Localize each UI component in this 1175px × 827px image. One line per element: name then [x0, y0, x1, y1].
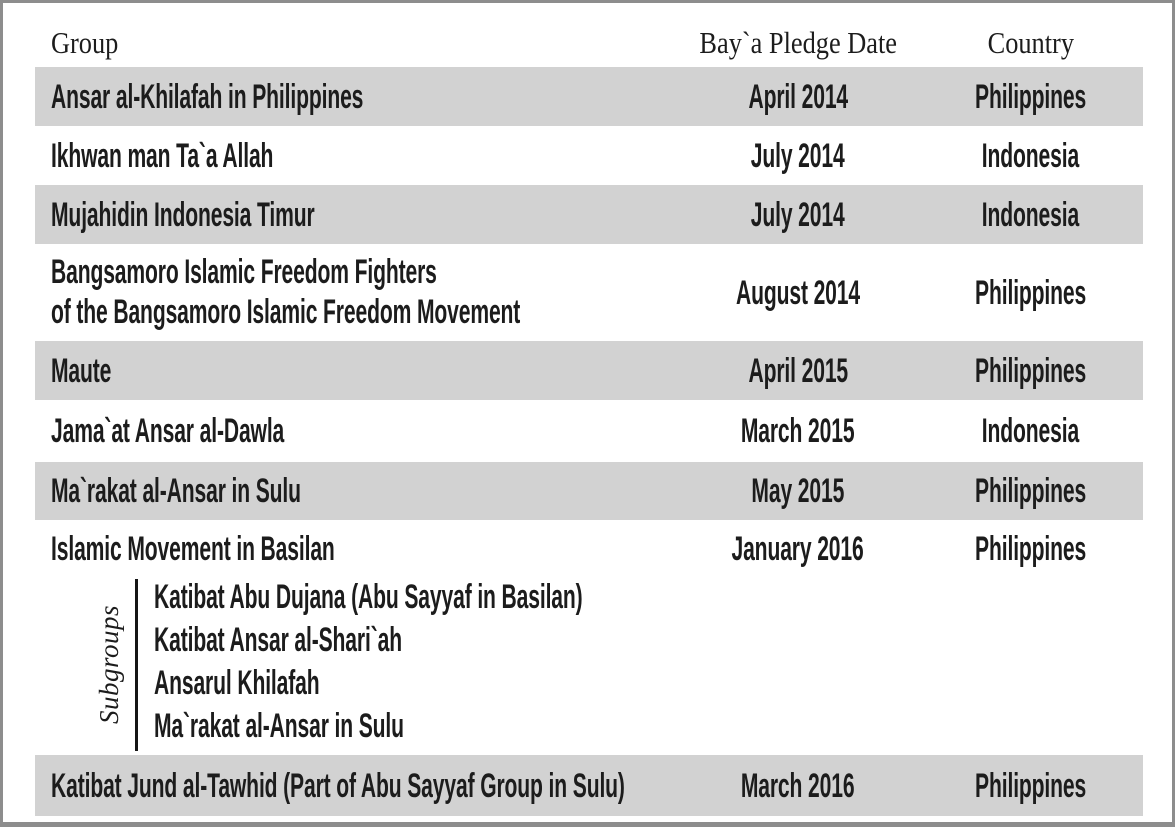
country-cell — [918, 471, 1143, 511]
group-cell — [35, 136, 678, 176]
subgroup-list — [138, 579, 845, 751]
pledge-date: March 2015 — [741, 412, 855, 450]
subgroup-item — [154, 622, 845, 665]
date-cell — [678, 77, 918, 117]
date-cell — [678, 766, 918, 806]
country-cell — [918, 77, 1143, 117]
subgroup-item — [154, 665, 845, 708]
country-cell — [918, 411, 1143, 451]
date-cell — [678, 351, 918, 391]
column-header-group: Group — [51, 25, 119, 60]
date-cell — [678, 273, 918, 313]
country: Philippines — [974, 77, 1087, 116]
date-cell — [678, 195, 918, 235]
group-cell — [35, 351, 678, 391]
pledge-date: April 2014 — [748, 77, 848, 116]
subgroup-name: Katibat Ansar al-Shari`ah — [154, 621, 402, 659]
pledge-date: July 2014 — [751, 136, 845, 175]
pledge-date: July 2014 — [751, 195, 845, 234]
group-name: Ma`rakat al-Ansar in Sulu — [51, 472, 301, 510]
country: Philippines — [974, 472, 1087, 510]
subgroups-rotated-label: Subgroups — [93, 605, 124, 725]
country: Indonesia — [981, 136, 1080, 175]
column-header-date-cell — [678, 26, 918, 60]
subgroup-name: Katibat Abu Dujana (Abu Sayyaf in Basilan) — [154, 578, 583, 616]
group-name: Ikhwan man Ta`a Allah — [51, 136, 274, 175]
group-cell — [35, 411, 678, 451]
country: Philippines — [974, 273, 1087, 312]
country: Indonesia — [981, 195, 1080, 234]
group-name: Mujahidin Indonesia Timur — [51, 195, 315, 234]
date-cell — [678, 411, 918, 451]
table-row — [35, 67, 1143, 126]
table-row — [35, 400, 1143, 462]
country: Philippines — [974, 766, 1087, 805]
table-row — [35, 185, 1143, 244]
subgroup-label-column — [83, 579, 135, 751]
subgroup-item — [154, 579, 845, 622]
group-cell — [35, 248, 678, 338]
group-cell — [35, 471, 678, 511]
column-header-country: Country — [987, 25, 1074, 60]
subgroup-name: Ma`rakat al-Ansar in Sulu — [154, 707, 404, 745]
table-row — [35, 341, 1143, 400]
group-name: Jama`at Ansar al-Dawla — [51, 412, 285, 450]
pledge-date: March 2016 — [741, 766, 855, 805]
table-row — [35, 244, 1143, 341]
country: Philippines — [974, 351, 1087, 390]
table-row — [35, 462, 1143, 520]
date-cell — [678, 136, 918, 176]
group-name: Katibat Jund al-Tawhid (Part of Abu Sayyaf Group in Sulu) — [51, 766, 625, 805]
group-name-line2: of the Bangsamoro Islamic Freedom Movement — [51, 292, 521, 331]
table-row-with-subgroups — [35, 520, 1143, 755]
country-cell — [918, 273, 1143, 313]
group-cell — [35, 766, 678, 806]
group-name: Maute — [51, 351, 112, 390]
table-row — [35, 126, 1143, 185]
group-cell — [35, 529, 678, 569]
date-cell — [678, 471, 918, 511]
country-cell — [918, 766, 1143, 806]
country-cell — [918, 136, 1143, 176]
country-cell — [918, 195, 1143, 235]
pledge-date: April 2015 — [748, 351, 848, 390]
date-cell — [678, 529, 918, 569]
country-cell — [918, 351, 1143, 391]
group-cell — [35, 77, 678, 117]
table-row — [35, 755, 1143, 816]
subgroup-item — [154, 708, 845, 751]
country: Philippines — [974, 529, 1087, 568]
group-name: Ansar al-Khilafah in Philippines — [51, 77, 364, 116]
table-header — [35, 3, 1143, 67]
group-name: Islamic Movement in Basilan — [51, 529, 335, 568]
country-cell — [918, 529, 1143, 569]
subgroup-name: Ansarul Khilafah — [154, 664, 320, 702]
column-header-country-cell — [918, 26, 1143, 60]
column-header-pledge-date: Bay`a Pledge Date — [699, 25, 897, 60]
subgroup-block — [83, 577, 1143, 755]
pledge-date: January 2016 — [731, 529, 865, 568]
table-row — [35, 520, 1143, 577]
group-cell — [35, 195, 678, 235]
group-name-line1: Bangsamoro Islamic Freedom Fighters — [51, 252, 437, 291]
pledge-date: August 2014 — [735, 273, 860, 312]
country: Indonesia — [981, 412, 1080, 450]
pledge-date: May 2015 — [751, 472, 845, 510]
column-header-group-cell — [35, 26, 678, 60]
